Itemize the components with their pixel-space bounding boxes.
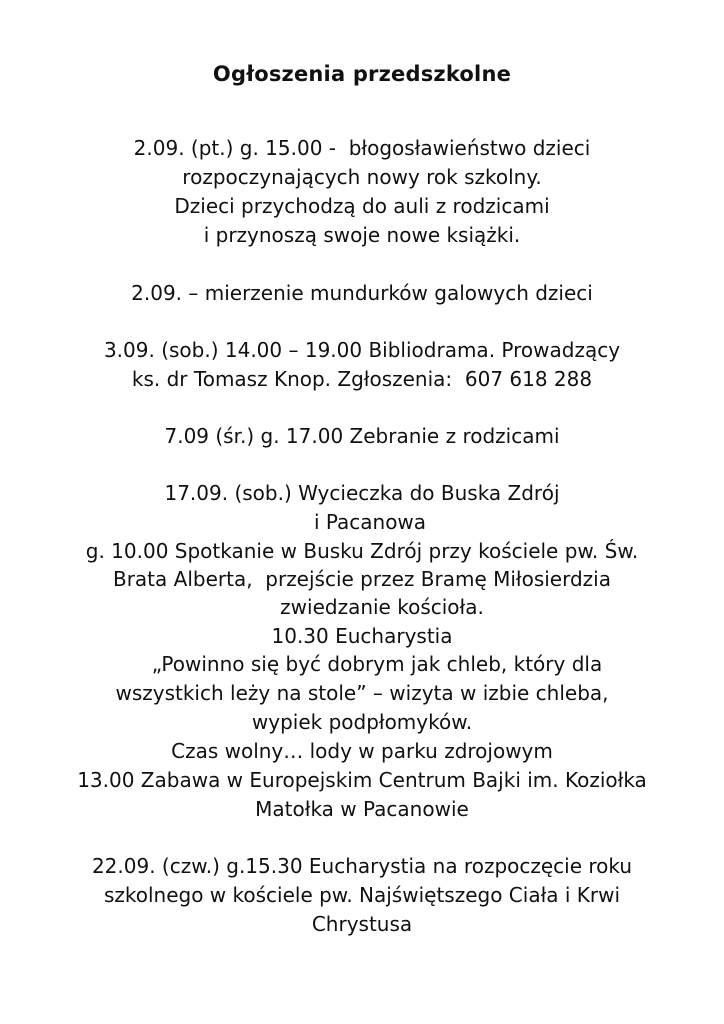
text-line: 2.09. – mierzenie mundurków galowych dzieci: [131, 281, 593, 305]
text-line: g. 10.00 Spotkanie w Busku Zdrój przy kościele pw. Św.: [85, 539, 639, 563]
text-line: wszystkich leży na stole” – wizyta w izbie chleba,: [115, 681, 609, 705]
text-line: Chrystusa: [311, 912, 413, 936]
text-line: ks. dr Tomasz Knop. Zgłoszenia: 607 618 288: [131, 367, 593, 391]
text-line: „Powinno się być dobrym jak chleb, który dla: [151, 652, 603, 676]
text-line: rozpoczynających nowy rok szkolny.: [182, 165, 542, 189]
text-line: i Pacanowa: [313, 510, 427, 534]
text-line: Dzieci przychodzą do auli z rodzicami: [174, 194, 550, 218]
text-line: 3.09. (sob.) 14.00 – 19.00 Bibliodrama. Prowadzący: [103, 338, 621, 362]
text-line: zwiedzanie kościoła.: [280, 595, 484, 619]
text-line: Matołka w Pacanowie: [255, 797, 469, 821]
text-line: i przynoszą swoje nowe książki.: [203, 223, 521, 247]
text-line: Brata Alberta, przejście przez Bramę Miłosierdzia: [112, 567, 611, 591]
page-title: Ogłoszenia przedszkolne: [212, 62, 512, 86]
text-line: 17.09. (sob.) Wycieczka do Buska Zdrój: [164, 481, 560, 505]
text-line: 13.00 Zabawa w Europejskim Centrum Bajki im. Koziołka: [77, 768, 647, 792]
text-line: 22.09. (czw.) g.15.30 Eucharystia na rozpoczęcie roku: [91, 854, 633, 878]
text-line: wypiek podpłomyków.: [251, 710, 473, 734]
text-line: 7.09 (śr.) g. 17.00 Zebranie z rodzicami: [164, 424, 560, 448]
text-line: Czas wolny… lody w parku zdrojowym: [171, 739, 553, 763]
text-line: szkolnego w kościele pw. Najświętszego Ciała i Krwi: [103, 883, 621, 907]
text-line: 2.09. (pt.) g. 15.00 - błogosławieństwo dzieci: [133, 136, 591, 160]
text-line: 10.30 Eucharystia: [271, 624, 453, 648]
